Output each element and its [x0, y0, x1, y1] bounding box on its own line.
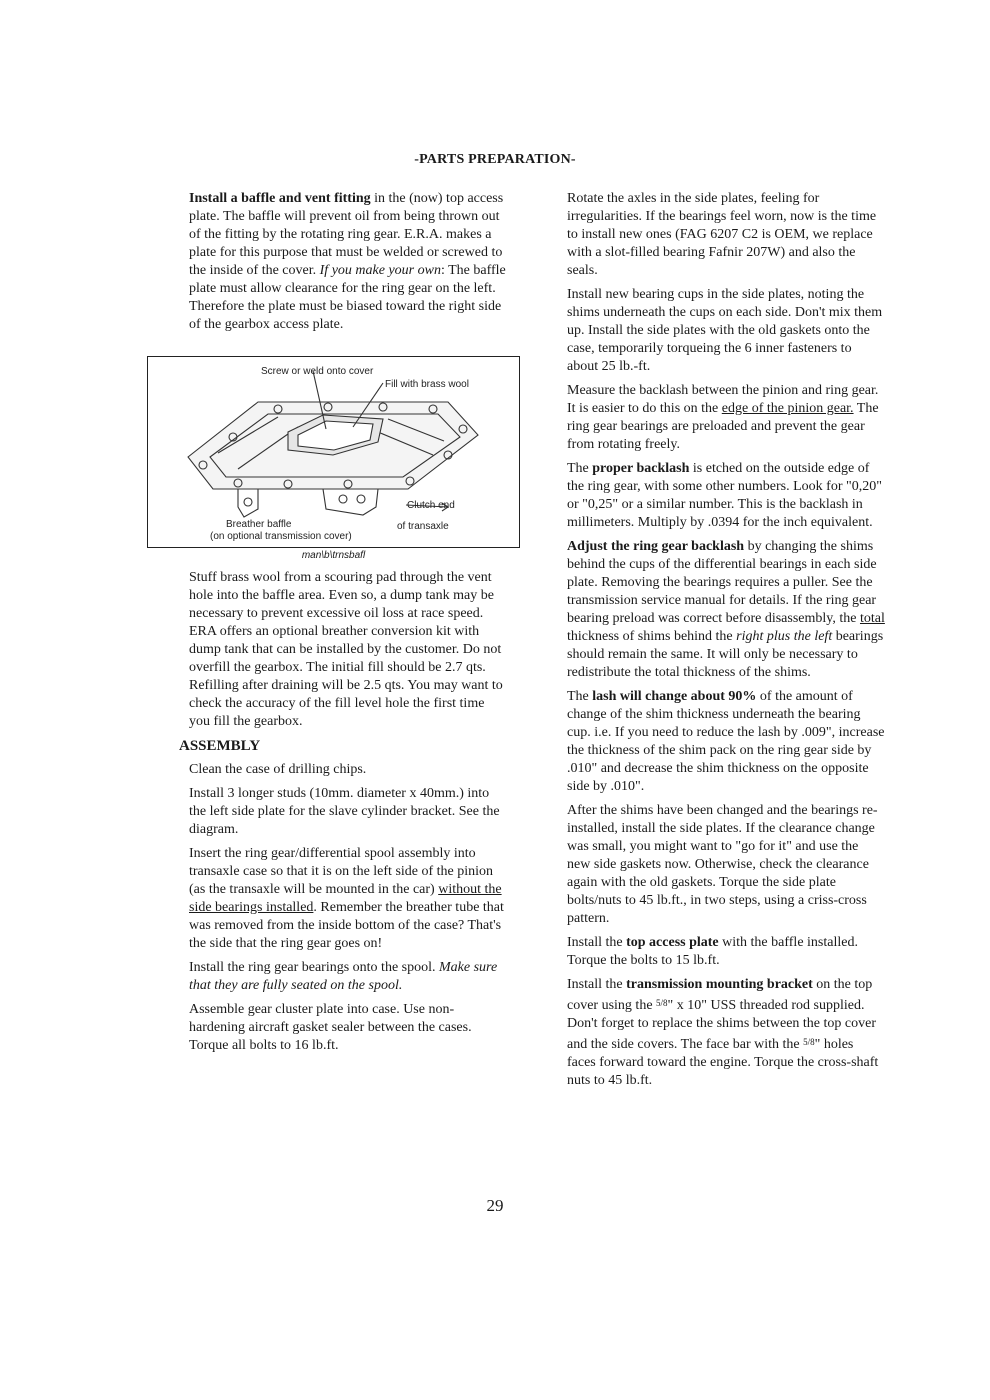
baffle-diagram-drawing — [148, 357, 519, 547]
section-heading-assembly: ASSEMBLY — [179, 738, 261, 754]
underline-run: total — [859, 611, 885, 626]
text-run: The — [567, 461, 593, 476]
text-run: " holes faces forward toward the engine. Torque the cross-shaft nuts to 45 lb.ft. — [567, 1037, 879, 1088]
bottom-tab-left — [238, 489, 258, 517]
paragraph-studs: Install 3 longer studs (10mm. diameter x 40mm.) into the left side plate for the slave cylinder bracket. See the diagram. — [189, 786, 500, 837]
left-column-top — [189, 190, 507, 340]
text-run: with the baffle installed. Torque the bolts to 15 lb.ft. — [567, 935, 858, 968]
text-run: Install the — [567, 977, 627, 992]
paragraph-bearings-spool — [189, 959, 507, 995]
paragraph-brass-wool: Stuff brass wool from a scouring pad through the vent hole into the baffle area. Even so, a dump tank may be necessary to prevent excessive oil loss at race speed. ERA offers an optional breather conversion kit with dump tank that can be installed by the customer. Do not overfill the gearbox. The initial fill should be 2.7 qts. Refilling after draining will be 2.5 qts. You may want to check the accuracy of the fill level hole the first time you fill the gearbox. — [189, 570, 503, 729]
text-run: in the (now) top access plate. The baffle will prevent oil from being thrown out of the fitting by the rotating ring gear. E.R.A. makes a plate for this purpose that must be welded or screwed to the inside of the cover. — [189, 191, 504, 278]
label-screw-weld: Screw or weld onto cover — [261, 366, 374, 377]
bold-run: transmission mounting bracket — [626, 977, 813, 992]
text-run: by changing the shims behind the cups of the differential bearings in each side plate. Removing the bearings requires a puller. See the transmission service manual for details. If the ring gear bearing preload was correct before disassembly, the — [567, 539, 877, 626]
bold-run: Adjust the ring gear backlash — [567, 539, 745, 554]
text-run: Measure the backlash between the pinion and ring gear. It is easier to do this on the — [567, 383, 879, 416]
paragraph-baffle-intro — [189, 190, 507, 334]
label-fill-brass-wool: Fill with brass wool — [385, 379, 469, 390]
italic-run: right plus the left — [736, 629, 833, 644]
italic-run: If you make your own — [319, 263, 441, 278]
fraction: 5/8 — [803, 1037, 815, 1047]
paragraph-rotate-axles: Rotate the axles in the side plates, feeling for irregularities. If the bearings feel worn, now is the time to install new ones (FAG 6207 C2 is OEM, we replace with a slot-filled bearing Fafnir 207W) and also the seals. — [567, 191, 877, 278]
underline-run: without the side bearings installed — [189, 882, 502, 915]
paragraph-clean-case: Clean the case of drilling chips. — [189, 762, 367, 777]
text-run: . Remember the breather tube that was removed from the inside bottom of the case? That's the side that the ring gear goes on! — [189, 900, 504, 951]
paragraph-shims-changed: After the shims have been changed and the bearings re-installed, install the side plates. If the clearance change was small, you might want to "go for it" and use the new side gaskets now. Otherwise, check the clearance again with the old gaskets. Torque the side plate bolts/nuts to 45 lb.ft., in two steps, using a criss-cross pattern. — [567, 803, 878, 926]
text-run: on the top cover using the — [567, 977, 873, 1013]
paragraph-ring-gear-insert — [189, 845, 507, 953]
text-run: Install the — [567, 935, 627, 950]
paragraph-top-access-plate — [567, 934, 885, 970]
label-optional-cover: (on optional transmission cover) — [210, 531, 352, 542]
text-run: The — [567, 689, 593, 704]
bold-run: top access plate — [626, 935, 719, 950]
paragraph-lash-change — [567, 688, 885, 796]
page-title: -PARTS PREPARATION- — [414, 152, 576, 167]
text-run: bearings should remain the same. It will only be necessary to redistribute the total thickness of the shims. — [567, 629, 884, 680]
text-run: : The baffle plate must allow clearance for the ring gear on the left. Therefore the plate must be biased toward the right side of the gearbox access plate. — [189, 263, 506, 332]
italic-run: Make sure that they are fully seated on the spool. — [189, 960, 498, 993]
bold-run: proper backlash — [592, 461, 690, 476]
text-run: Insert the ring gear/differential spool assembly into transaxle case so that it is on the left side of the pinion (as the transaxle will be mounted in the car) — [189, 846, 494, 897]
fraction: 5/8 — [656, 998, 668, 1008]
bold-lead: Install a baffle and vent fitting — [189, 191, 371, 206]
label-of-transaxle: of transaxle — [397, 521, 449, 532]
bottom-tab-right — [323, 489, 378, 515]
underline-run: edge of the pinion gear. — [721, 401, 854, 416]
text-run: is etched on the outside edge of the ring gear, with some other numbers. Look for "0,20" or "0,25" or a similar number. This is the backlash in millimeters. Multiply by .0394 for the inch equivalent. — [567, 461, 882, 530]
label-breather-baffle: Breather baffle — [226, 519, 292, 530]
text-run: of the amount of change of the shim thickness underneath the bearing cup. i.e. If you need to reduce the lash by .009", increase the thickness of the shim pack on the ring gear side by .010" and decrease the shim thickness on the opposite side by .010". — [567, 689, 885, 794]
text-run: The ring gear bearings are preloaded and prevent the gear from rotating freely. — [567, 401, 879, 452]
paragraph-measure-backlash — [567, 382, 885, 454]
right-column — [567, 190, 885, 1096]
figure-caption: man\b\trnsbafl — [301, 550, 366, 561]
label-clutch-end: Clutch end — [407, 500, 455, 511]
text-run: Install the ring gear bearings onto the spool. — [189, 960, 439, 975]
paragraph-proper-backlash — [567, 460, 885, 532]
left-column-bottom — [179, 569, 507, 1061]
baffle-diagram — [147, 356, 520, 548]
paragraph-gear-cluster: Assemble gear cluster plate into case. Use non-hardening aircraft gasket sealer between the cases. Torque all bolts to 16 lb.ft. — [189, 1002, 472, 1053]
text-run: " x 10" USS threaded rod supplied. Don't forget to replace the shims between the top cover and the side covers. The face bar with the — [567, 998, 876, 1052]
page-number: 29 — [486, 1196, 504, 1215]
paragraph-adjust-backlash — [567, 538, 885, 682]
bold-run: lash will change about 90% — [592, 689, 757, 704]
paragraph-mounting-bracket — [567, 976, 885, 1090]
paragraph-bearing-cups: Install new bearing cups in the side plates, noting the shims underneath the cups on each side. Don't mix them up. Install the side plates with the old gaskets onto the case, temporarily torqueing the 6 inner fasteners to about 25 lb.-ft. — [567, 287, 883, 374]
text-run: thickness of shims behind the — [567, 629, 737, 644]
